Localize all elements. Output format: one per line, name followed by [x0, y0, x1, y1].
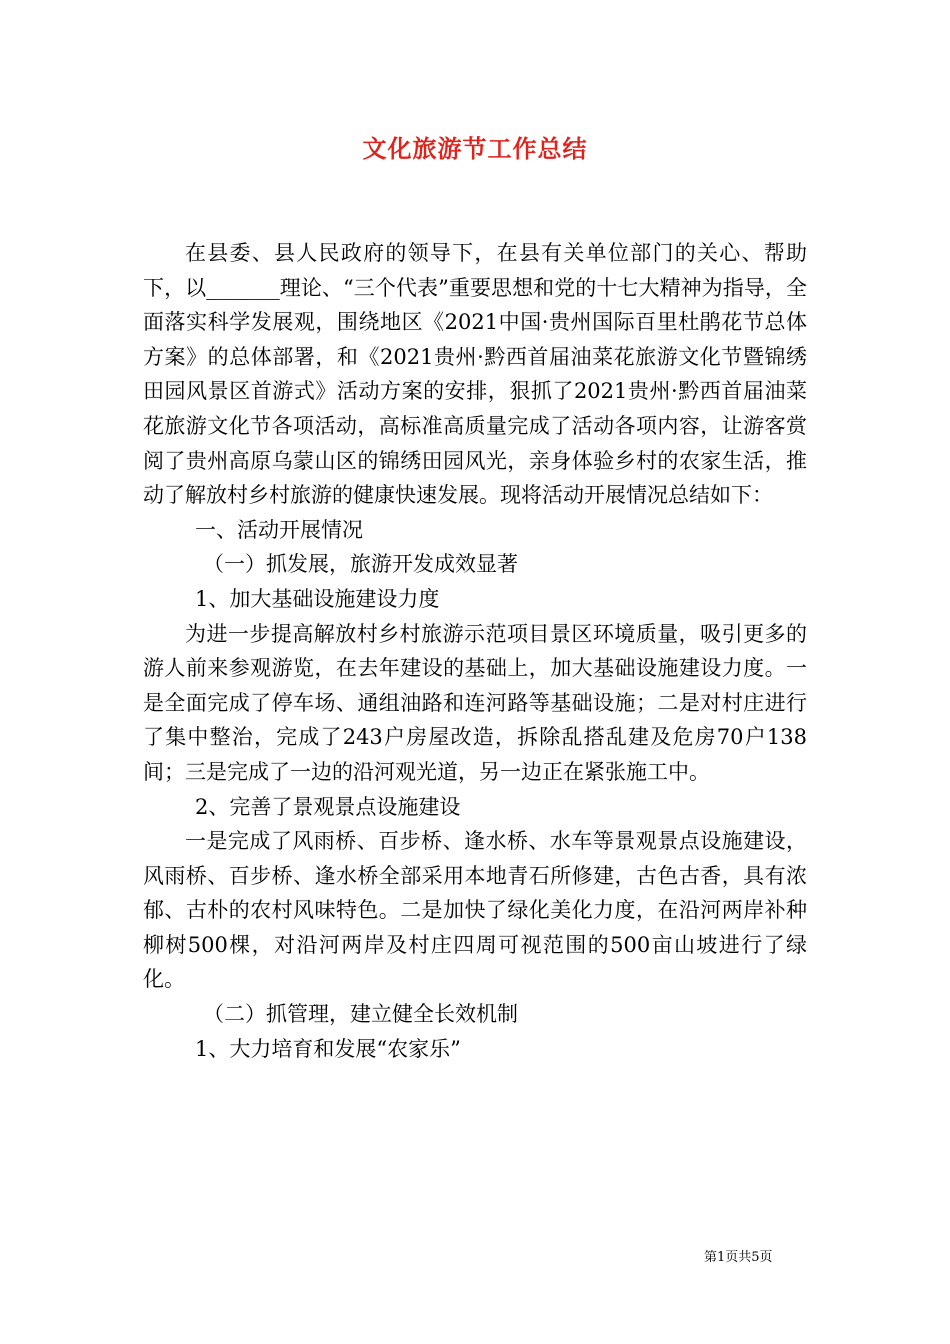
page-number-footer: 第1页共5页	[704, 1250, 773, 1265]
item-heading-2-1: 1、大力培育和发展“农家乐”	[195, 1036, 461, 1061]
body-paragraph-intro: 在县委、县人民政府的领导下，在县有关单位部门的关心、帮助下，以_______理论、“三个代表”重要思想和党的十七大精神为指导，全面落实科学发展观，围绕地区《2021中国·贵州国际百里杜鹃花节总体方案》的总体部署，和《2021贵州·黔西首届油菜花旅游文化节暨锦绣田园风景区首游式》活动方案的安排，狠抓了2021贵州·黔西首届油菜花旅游文化节各项活动，高标准高质量完成了活动各项内容，让游客赏阅了贵州高原乌蒙山区的锦绣田园风光，亲身体验乡村的农家生活，推动了解放村乡村旅游的健康快速发展。现将活动开展情况总结如下：	[143, 241, 807, 508]
page-title: 文化旅游节工作总结	[362, 134, 588, 163]
body-paragraph-scenic-spots: 一是完成了风雨桥、百步桥、逢水桥、水车等景观景点设施建设，风雨桥、百步桥、逢水桥全部采用本地青石所修建，古色古香，具有浓郁、古朴的农村风味特色。二是加快了绿化美化力度，在沿河两岸补种柳树500棵，对沿河两岸及村庄四周可视范围的500亩山坡进行了绿化。	[143, 829, 807, 992]
body-paragraph-infrastructure: 为进一步提高解放村乡村旅游示范项目景区环境质量，吸引更多的游人前来参观游览，在去年建设的基础上，加大基础设施建设力度。一是全面完成了停车场、通组油路和连河路等基础设施；二是对村庄进行了集中整治，完成了243户房屋改造，拆除乱搭乱建及危房70户138间；三是完成了一边的沿河观光道，另一边正在紧张施工中。	[143, 621, 807, 784]
subsection-heading-1: （一）抓发展，旅游开发成效显著	[203, 552, 518, 577]
section-heading-1: 一、活动开展情况	[195, 517, 363, 542]
document-body	[143, 236, 807, 1066]
item-heading-1-1: 1、加大基础设施建设力度	[195, 586, 440, 611]
item-heading-1-2: 2、完善了景观景点设施建设	[195, 794, 461, 819]
subsection-heading-2: （二）抓管理，建立健全长效机制	[203, 1002, 518, 1027]
